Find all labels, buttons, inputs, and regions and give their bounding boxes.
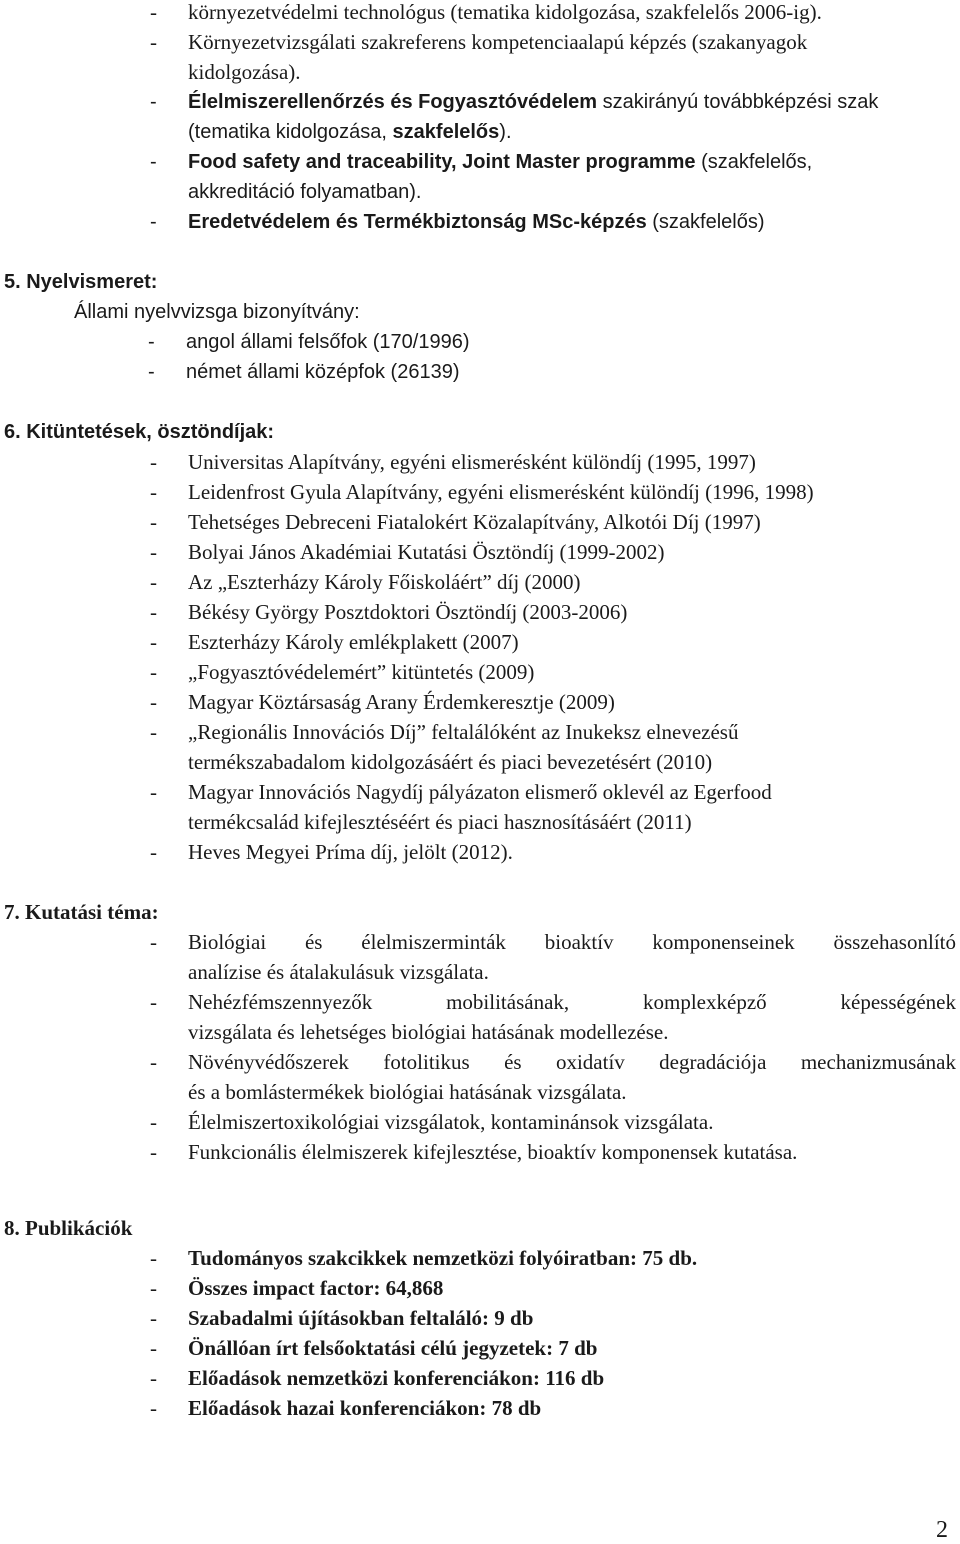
bullet-dash: - xyxy=(150,0,157,24)
bullet-dash: - xyxy=(150,630,157,654)
list-item-text: (tematika kidolgozása, xyxy=(188,121,393,143)
bullet-dash: - xyxy=(150,690,157,714)
bullet-dash: - xyxy=(150,1110,157,1134)
list-item-text: termékszabadalom kidolgozásáért és piaci bevezetésért (2010) xyxy=(188,750,713,774)
list-item-text: Békésy György Posztdoktori Ösztöndíj (2003-2006) xyxy=(188,600,628,624)
list-item-text: „Fogyasztóvédelemért” kitüntetés (2009) xyxy=(188,660,535,684)
bullet-dash: - xyxy=(150,1366,157,1390)
list-item-text: (szakfelelős) xyxy=(646,211,765,233)
list-item-text: Universitas Alapítvány, egyéni elismerésként különdíj (1995, 1997) xyxy=(188,450,756,474)
list-item-text: Magyar Köztársaság Arany Érdemkeresztje (2009) xyxy=(188,690,615,714)
bullet-dash: - xyxy=(150,720,157,744)
list-item-text: (szakfelelős, xyxy=(695,151,813,173)
list-item-text: ). xyxy=(499,121,512,143)
bullet-dash: - xyxy=(150,1396,157,1420)
bullet-dash: - xyxy=(150,1336,157,1360)
list-item-text: német állami középfok (26139) xyxy=(186,361,460,383)
list-item-text: Magyar Innovációs Nagydíj pályázaton elismerő oklevél az Egerfood xyxy=(188,780,772,804)
bullet-dash: - xyxy=(150,840,157,864)
list-item-text: termékcsalád kifejlesztéséért és piaci hasznosításáért (2011) xyxy=(188,810,692,834)
list-item-text: Szabadalmi újításokban feltaláló: 9 db xyxy=(188,1306,534,1330)
program-name: Food safety and traceability, Joint Master programme xyxy=(188,151,696,173)
bullet-dash: - xyxy=(150,1276,157,1300)
bullet-dash: - xyxy=(150,660,157,684)
bullet-dash: - xyxy=(150,151,157,173)
section-title: 7. Kutatási téma: xyxy=(4,900,159,924)
bullet-dash: - xyxy=(150,1050,157,1074)
bullet-dash: - xyxy=(150,780,157,804)
subheading-text: Állami nyelvvizsga bizonyítvány: xyxy=(74,301,360,323)
program-name: Élelmiszerellenőrzés és Fogyasztóvédelem xyxy=(188,91,598,113)
list-item-text: Növényvédőszerek fotolitikus és oxidatív degradációja mechanizmusának xyxy=(188,1050,956,1074)
bullet-dash: - xyxy=(150,480,157,504)
list-item-text: Önállóan írt felsőoktatási célú jegyzetek: 7 db xyxy=(188,1336,598,1360)
bullet-dash: - xyxy=(150,1140,157,1164)
list-item-text: „Regionális Innovációs Díj” feltalálóként az Inukeksz elnevezésű xyxy=(188,720,739,744)
list-item-text: analízise és átalakulásuk vizsgálata. xyxy=(188,960,489,984)
bullet-dash: - xyxy=(150,30,157,54)
page-number: 2 xyxy=(936,1517,948,1543)
list-item-text: Bolyai János Akadémiai Kutatási Ösztöndíj (1999-2002) xyxy=(188,540,665,564)
section-title: 8. Publikációk xyxy=(4,1216,133,1240)
list-item-text: vizsgálata és lehetséges biológiai hatásának modellezése. xyxy=(188,1020,669,1044)
list-item-text: és a bomlástermékek biológiai hatásának vizsgálata. xyxy=(188,1080,627,1104)
bullet-dash: - xyxy=(150,570,157,594)
list-item-text: Az „Eszterházy Károly Főiskoláért” díj (2000) xyxy=(188,570,581,594)
list-item-text: Leidenfrost Gyula Alapítvány, egyéni elismerésként különdíj (1996, 1998) xyxy=(188,480,814,504)
list-item-text: Környezetvizsgálati szakreferens kompetenciaalapú képzés (szakanyagok xyxy=(188,30,808,54)
bullet-dash: - xyxy=(150,990,157,1014)
bullet-dash: - xyxy=(148,331,155,353)
list-item-text: Előadások nemzetközi konferenciákon: 116 db xyxy=(188,1366,605,1390)
bullet-dash: - xyxy=(150,510,157,534)
bullet-dash: - xyxy=(150,1246,157,1270)
bullet-dash: - xyxy=(150,930,157,954)
bullet-dash: - xyxy=(150,91,157,113)
program-name: Eredetvédelem és Termékbiztonság MSc-képzés xyxy=(188,211,647,233)
list-item-text: Előadások hazai konferenciákon: 78 db xyxy=(188,1396,542,1420)
list-item-text: környezetvédelmi technológus (tematika kidolgozása, szakfelelős 2006-ig). xyxy=(188,0,822,24)
section-title: 5. Nyelvismeret: xyxy=(4,271,158,293)
bullet-dash: - xyxy=(150,600,157,624)
list-item-text: Nehézfémszennyezők mobilitásának, komplexképző képességének xyxy=(188,990,956,1014)
list-item-text: Funkcionális élelmiszerek kifejlesztése, bioaktív komponensek kutatása. xyxy=(188,1140,798,1164)
list-item-text: Összes impact factor: 64,868 xyxy=(188,1276,444,1300)
list-item-text: Heves Megyei Príma díj, jelölt (2012). xyxy=(188,840,513,864)
list-item-text: szakirányú továbbképzési szak xyxy=(597,91,879,113)
list-item-text: Tehetséges Debreceni Fiatalokért Közalapítvány, Alkotói Díj (1997) xyxy=(188,510,761,534)
list-item-text: Eszterházy Károly emlékplakett (2007) xyxy=(188,630,519,654)
section-title: 6. Kitüntetések, ösztöndíjak: xyxy=(4,421,275,443)
list-item-text: Biológiai és élelmiszerminták bioaktív komponenseinek összehasonlító xyxy=(188,930,956,954)
bullet-dash: - xyxy=(150,450,157,474)
list-item-text: Élelmiszertoxikológiai vizsgálatok, kontaminánsok vizsgálata. xyxy=(188,1110,714,1134)
bullet-dash: - xyxy=(150,211,157,233)
bullet-dash: - xyxy=(150,540,157,564)
bullet-dash: - xyxy=(150,1306,157,1330)
list-item-text: angol állami felsőfok (170/1996) xyxy=(186,331,470,353)
list-item-text: Tudományos szakcikkek nemzetközi folyóiratban: 75 db. xyxy=(188,1246,698,1270)
bullet-dash: - xyxy=(148,361,155,383)
list-item-text: kidolgozása). xyxy=(188,60,301,84)
list-item-text: akkreditáció folyamatban). xyxy=(188,181,422,203)
role-label: szakfelelős xyxy=(392,121,500,143)
